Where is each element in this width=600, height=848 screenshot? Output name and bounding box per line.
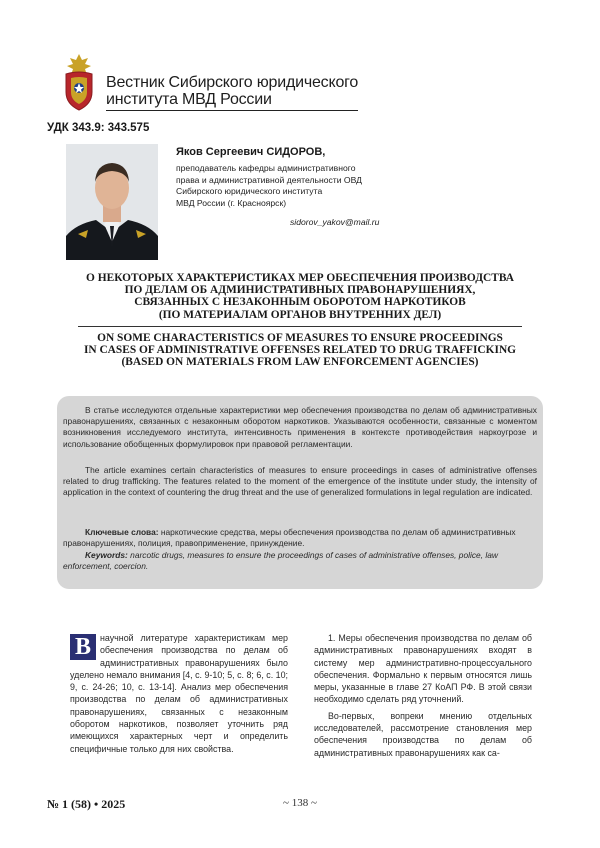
body-text: научной литературе характеристикам мер обеспечения производства по делам об административных правонарушениях было уделено немало внимания [4, с. 9-10; 5, с. 8; 6, с. 10; 9, с. 24-26; 10, с. 13-14]. Анализ мер обеспечения производства по делам об административных правонарушениях, связанных с незаконным оборотом наркотиков, позволяет уточнить ряд имеющихся характерных черт и определить специфичные только для них свойства.: [70, 633, 288, 754]
author-info-line: преподаватель кафедры административного: [176, 163, 391, 175]
title-ru-line: (ПО МАТЕРИАЛАМ ОРГАНОВ ВНУТРЕННИХ ДЕЛ): [60, 309, 540, 321]
title-ru-line: СВЯЗАННЫХ С НЕЗАКОННЫМ ОБОРОТОМ НАРКОТИКОВ: [60, 296, 540, 308]
article-title-en: [60, 332, 540, 369]
issue-number: № 1 (58) • 2025: [47, 797, 125, 812]
journal-header: [58, 52, 538, 114]
body-paragraph: 1. Меры обеспечения производства по делам об административных правонарушениях входят в систему мер административно-процессуального обеспечения. Формально к первым относятся лишь меры, указанные в главе 27 КоАП РФ. В этой связи необходимо сделать ряд уточнений.: [314, 632, 532, 706]
title-en-line: IN CASES OF ADMINISTRATIVE OFFENSES RELATED TO DRUG TRAFFICKING: [60, 344, 540, 356]
keywords-ru-label: Ключевые слова:: [85, 527, 159, 537]
body-column-left: [70, 632, 288, 755]
udk-code: УДК 343.9: 343.575: [47, 122, 149, 134]
header-divider: [106, 110, 358, 111]
body-paragraph: [70, 632, 288, 755]
author-photo: [66, 144, 158, 260]
keywords-en: [63, 550, 537, 572]
title-ru-line: О НЕКОТОРЫХ ХАРАКТЕРИСТИКАХ МЕР ОБЕСПЕЧЕНИЯ ПРОИЗВОДСТВА: [60, 272, 540, 284]
keywords-en-label: Keywords:: [85, 550, 128, 560]
abstract-ru: В статье исследуются отдельные характеристики мер обеспечения производства по делам об административных правонарушениях, связанных с незаконным оборотом наркотиков. Указываются особенности, связанные с моментом возникновения исследуемого института, интенсивность применения в контексте противодействия наркоугрозе и использование обобщенных формулировок при правовой регламентации.: [63, 405, 537, 450]
title-en-line: (BASED ON MATERIALS FROM LAW ENFORCEMENT AGENCIES): [60, 356, 540, 368]
keywords-en-text: narcotic drugs, measures to ensure the proceedings of cases of administrative offenses, police, law enforcement, coercion.: [63, 550, 498, 571]
body-column-right: [314, 632, 532, 759]
abstract-en: The article examines certain characteristics of measures to ensure proceedings in cases of administrative offenses related to drug trafficking. The features related to the moment of the emergence of the institute under study, the intensity of application in the context of countering the drug threat and the use of generalized formulations in legal regulation are indicated.: [63, 465, 537, 499]
journal-title-line1: Вестник Сибирского юридического: [106, 74, 358, 91]
article-title-ru: [60, 272, 540, 321]
author-name: Яков Сергеевич СИДОРОВ,: [176, 146, 325, 158]
title-divider: [78, 326, 522, 327]
journal-title-line2: института МВД России: [106, 91, 358, 108]
author-email[interactable]: sidorov_yakov@mail.ru: [290, 217, 379, 227]
body-paragraph: Во-первых, вопреки мнению отдельных исследователей, рассмотрение становления мер обеспечения производства по делам об административных правонарушениях как са-: [314, 710, 532, 759]
author-info-line: Сибирского юридического института: [176, 186, 391, 198]
page-number: ~ 138 ~: [270, 797, 330, 809]
journal-page: [0, 0, 600, 848]
mvd-emblem-icon: [58, 52, 100, 112]
keywords-ru-text: наркотические средства, меры обеспечения производства по делам об административных правонарушениях, полиция, правоприменение, принуждение.: [63, 527, 516, 548]
title-ru-line: ПО ДЕЛАМ ОБ АДМИНИСТРАТИВНЫХ ПРАВОНАРУШЕНИЯХ,: [60, 284, 540, 296]
drop-cap: В: [70, 634, 96, 660]
author-info-line: МВД России (г. Красноярск): [176, 198, 391, 210]
author-affiliation: [176, 163, 391, 209]
author-info-line: права и административной деятельности ОВД: [176, 175, 391, 187]
title-en-line: ON SOME CHARACTERISTICS OF MEASURES TO ENSURE PROCEEDINGS: [60, 332, 540, 344]
keywords-ru: [63, 527, 537, 549]
journal-title: [106, 74, 358, 108]
